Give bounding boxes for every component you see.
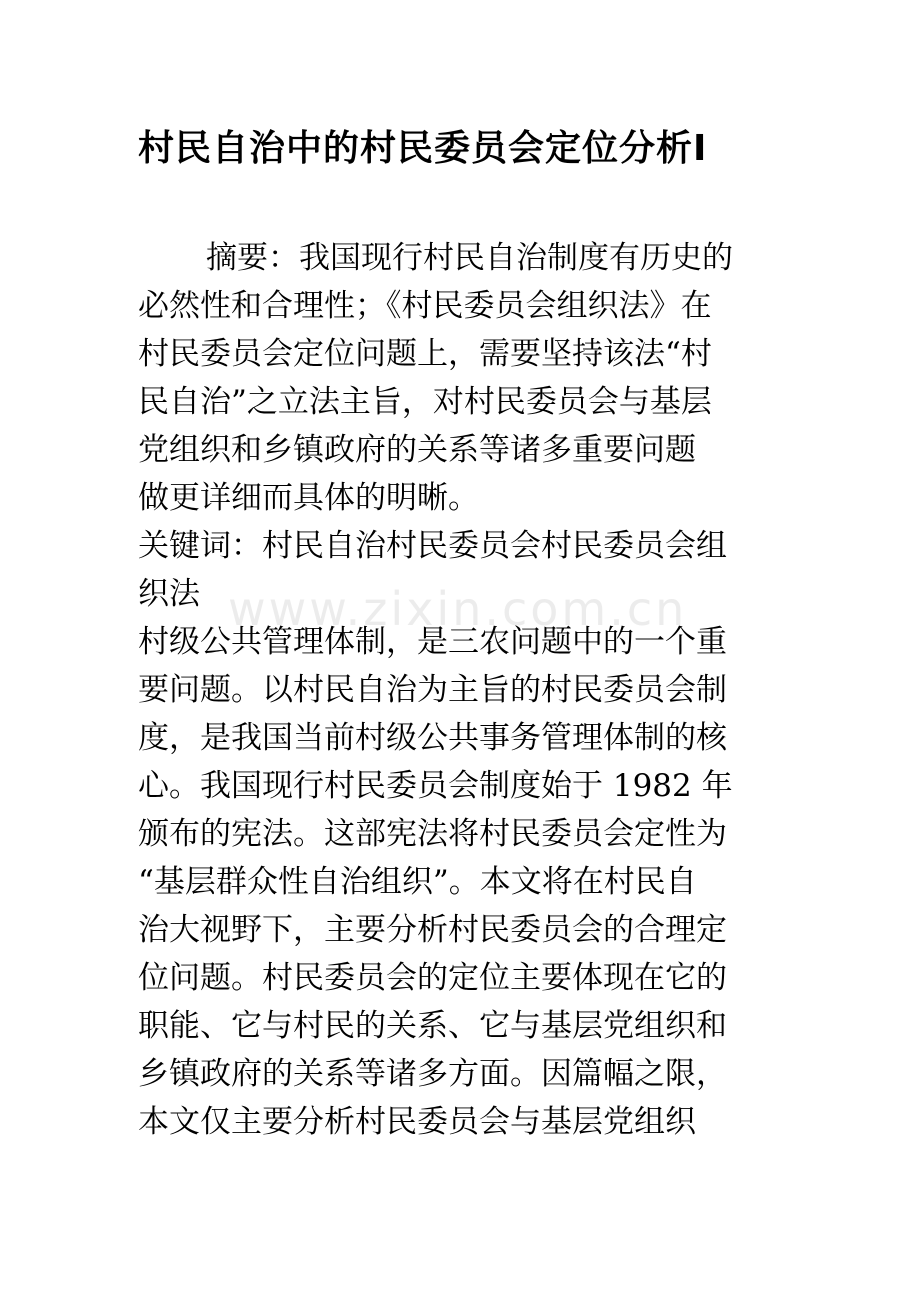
body-line: 乡镇政府的关系等诸多方面。因篇幅之限， <box>138 1056 727 1092</box>
body-line: 职能、它与村民的关系、它与基层党组织和 <box>138 1008 727 1044</box>
body-line: 颁布的宪法。这部宪法将村民委员会定性为 <box>138 816 727 852</box>
watermark: www.zixin.com.cn <box>228 582 688 636</box>
abstract-line: 必然性和合理性；《村民委员会组织法》在 <box>138 288 712 324</box>
keywords-line: 关键词：村民自治村民委员会村民委员会组 <box>138 528 727 564</box>
body-line: 位问题。村民委员会的定位主要体现在它的 <box>138 960 727 996</box>
abstract-line: 做更详细而具体的明晰。 <box>138 480 479 516</box>
body-line: 本文仅主要分析村民委员会与基层党组织 <box>138 1104 696 1140</box>
abstract-line: 党组织和乡镇政府的关系等诸多重要问题 <box>138 432 696 468</box>
abstract-line: 民自治”之立法主旨，对村民委员会与基层 <box>138 384 712 420</box>
abstract-line: 村民委员会定位问题上，需要坚持该法“村 <box>138 336 712 372</box>
body-line: 治大视野下，主要分析村民委员会的合理定 <box>138 912 727 948</box>
body-line: 村级公共管理体制，是三农问题中的一个重 <box>138 624 727 660</box>
abstract-line: 摘要：我国现行村民自治制度有历史的 <box>206 240 733 276</box>
keywords-line: 织法 <box>138 576 200 612</box>
abstract-section <box>138 234 818 522</box>
body-line: “基层群众性自治组织”。本文将在村民自 <box>138 864 697 900</box>
body-line: 心。我国现行村民委员会制度始于 1982 年 <box>138 768 733 804</box>
body-line: 要问题。以村民自治为主旨的村民委员会制 <box>138 672 727 708</box>
body-line: 度，是我国当前村级公共事务管理体制的核 <box>138 720 727 756</box>
keywords-section <box>138 522 818 618</box>
document-title: 村民自治中的村民委员会定位分析Ⅰ <box>138 128 708 169</box>
body-section <box>138 618 818 1146</box>
